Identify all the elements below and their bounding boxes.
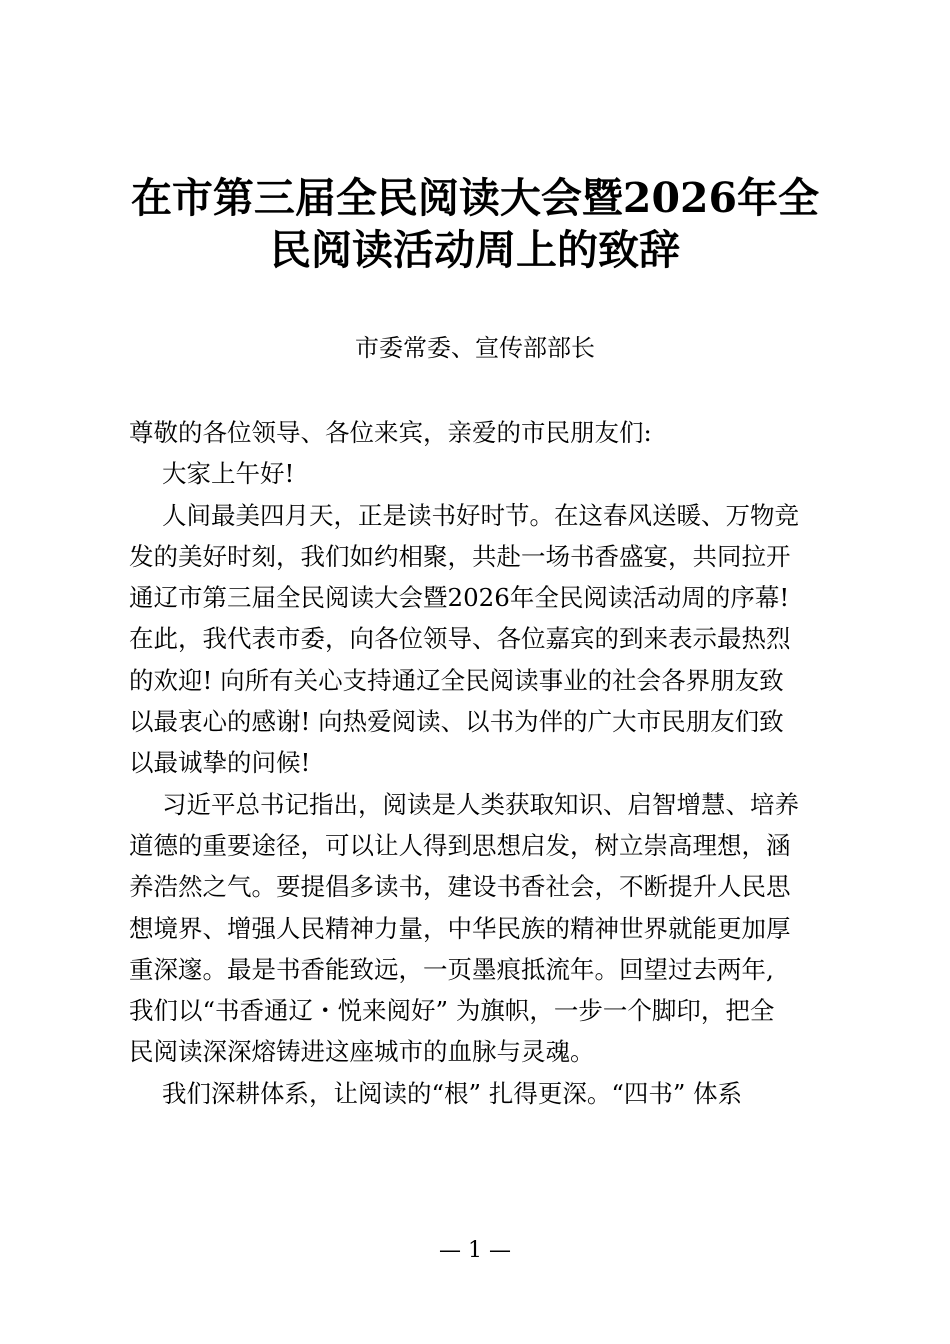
title-line-1: 在市第三届全民阅读大会暨2026年全	[130, 174, 820, 222]
text-line: 我们深耕体系，让阅读的“根” 扎得更深。“四书” 体系	[162, 1078, 743, 1108]
text-line: 习近平总书记指出，阅读是人类获取知识、启智增慧、培养	[162, 789, 799, 819]
author-line: 市委常委、宣传部部长	[355, 334, 595, 362]
document-body	[129, 412, 829, 1114]
text-line: 通辽市第三届全民阅读大会暨2026年全民阅读活动周的序幕!	[129, 583, 790, 613]
text-line: 发的美好时刻，我们如约相聚，共赴一场书香盛宴，共同拉开	[129, 541, 791, 571]
page-number: — 1 —	[439, 1238, 511, 1263]
text-line: 以最诚挚的问候!	[129, 748, 311, 778]
text-line: 想境界、增强人民精神力量，中华民族的精神世界就能更加厚	[129, 913, 791, 943]
text-line: 民阅读深深熔铸进这座城市的血脉与灵魂。	[129, 1037, 595, 1067]
title-line-2: 民阅读活动周上的致辞	[270, 226, 680, 274]
text-line: 道德的重要途径，可以让人得到思想启发，树立崇高理想，涵	[129, 830, 791, 860]
document-title	[100, 172, 850, 276]
salutation: 尊敬的各位领导、各位来宾，亲爱的市民朋友们:	[129, 418, 652, 447]
text-line: 在此，我代表市委，向各位领导、各位嘉宾的到来表示最热烈	[129, 624, 791, 654]
text-line: 养浩然之气。要提倡多读书，建设书香社会，不断提升人民思	[129, 872, 791, 902]
text-line: 的欢迎! 向所有关心支持通辽全民阅读事业的社会各界朋友致	[129, 665, 784, 695]
text-line: 重深邃。最是书香能致远，一页墨痕抵流年。回望过去两年,	[129, 954, 774, 984]
text-line: 大家上午好!	[162, 459, 295, 489]
text-line: 人间最美四月天，正是读书好时节。在这春风送暖、万物竞	[162, 500, 799, 530]
text-line: 以最衷心的感谢! 向热爱阅读、以书为伴的广大市民朋友们致	[129, 707, 784, 737]
text-line: 我们以“书香通辽・悦来阅好” 为旗帜，一步一个脚印，把全	[129, 996, 775, 1026]
